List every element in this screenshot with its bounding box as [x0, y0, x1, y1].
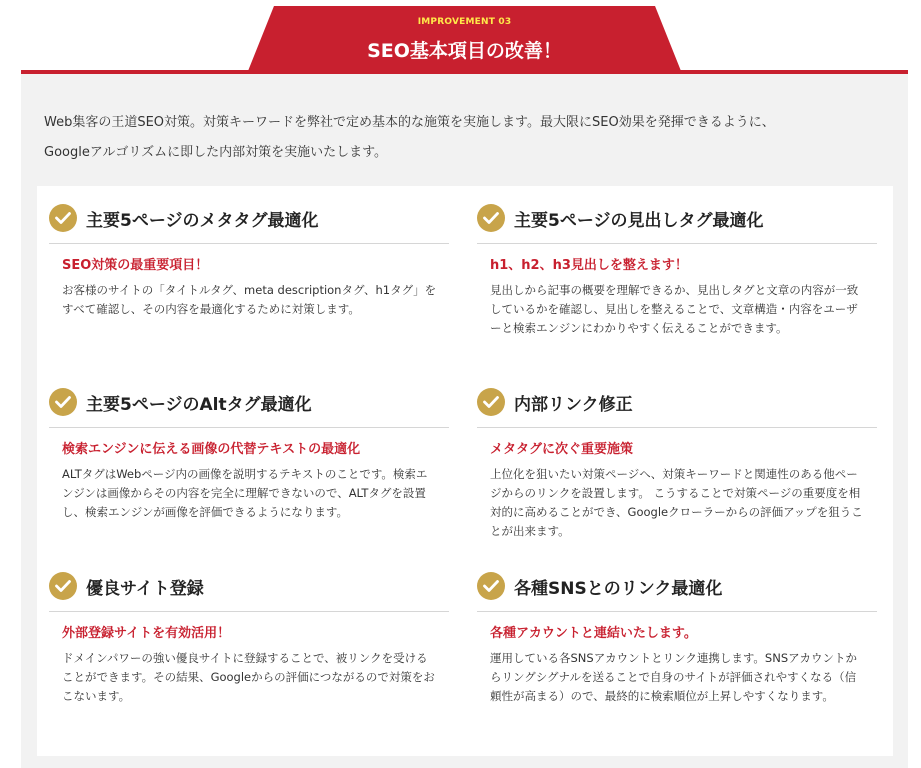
- item-divider: [477, 427, 877, 428]
- section-title: SEO基本項目の改善！: [367, 40, 562, 62]
- item-sns-links: [477, 570, 877, 706]
- check-circle-icon: [49, 572, 77, 600]
- items-card: [37, 186, 893, 756]
- section-label: IMPROVEMENT 03: [417, 17, 512, 27]
- intro-line-2: Googleアルゴリズムに即した内部対策を実施いたします。: [44, 145, 388, 160]
- item-divider: [49, 611, 449, 612]
- item-divider: [477, 611, 877, 612]
- check-circle-icon: [477, 388, 505, 416]
- item-title: 優良サイト登録: [86, 578, 204, 599]
- item-title: 主要5ページの見出しタグ最適化: [514, 210, 764, 231]
- item-title: 主要5ページのAltタグ最適化: [86, 394, 312, 415]
- item-subtitle: SEO対策の最重要項目！: [62, 258, 209, 273]
- item-description: 見出しから記事の概要を理解できるか、見出しタグと文章の内容が一致しているかを確認し、見出しを整えることで、文章構造・内容をユーザーと検索エンジンにわかりやすく伝えることができます。: [490, 283, 859, 335]
- item-subtitle: h1、h2、h3見出しを整えます！: [490, 258, 688, 273]
- item-meta-tags: [49, 202, 449, 319]
- check-circle-icon: [477, 204, 505, 232]
- item-subtitle: 外部登録サイトを有効活用！: [62, 626, 231, 641]
- item-divider: [477, 243, 877, 244]
- intro-line-1: Web集客の王道SEO対策。対策キーワードを弊社で定め基本的な施策を実施します。最大限にSEO効果を発揮できるように、: [44, 115, 775, 130]
- item-description: ドメインパワーの強い優良サイトに登録することで、被リンクを受けることができます。その結果、Googleからの評価につながるので対策をおこないます。: [62, 651, 435, 703]
- item-internal-links: [477, 386, 877, 541]
- check-circle-icon: [49, 388, 77, 416]
- item-title: 内部リンク修正: [514, 394, 633, 415]
- check-circle-icon: [477, 572, 505, 600]
- item-description: 運用している各SNSアカウントとリンク連携します。SNSアカウントからリングシグナルを送ることで自身のサイトが評価されやすくなる（信頼性が高まる）ので、最終的に検索順位が上昇しやすくなります。: [490, 651, 858, 703]
- item-subtitle: メタタグに次ぐ重要施策: [490, 442, 634, 457]
- item-description: 上位化を狙いたい対策ページへ、対策キーワードと関連性のある他ページからのリンクを設置します。 こうすることで対策ページの重要度を相対的に高めることができ、Googleクローラーからの評価アップを狙うことが出来ます。: [490, 467, 863, 538]
- item-title: 各種SNSとのリンク最適化: [514, 578, 723, 599]
- intro-text: [44, 108, 894, 168]
- item-subtitle: 各種アカウントと連結いたします。: [490, 626, 697, 641]
- check-circle-icon: [49, 204, 77, 232]
- item-description: ALTタグはWebページ内の画像を説明するテキストのことです。検索エンジンは画像からその内容を完全に理解できないので、ALTタグを設置し、検索エンジンが画像を評価できるようになります。: [62, 467, 428, 519]
- item-divider: [49, 427, 449, 428]
- item-title: 主要5ページのメタタグ最適化: [86, 210, 319, 231]
- item-heading-tags: [477, 202, 877, 338]
- item-site-registration: [49, 570, 449, 706]
- item-alt-tags: [49, 386, 449, 522]
- item-description: お客様のサイトの「タイトルタグ、meta descriptionタグ、h1タグ」をすべて確認し、その内容を最適化するために対策します。: [62, 283, 437, 316]
- item-divider: [49, 243, 449, 244]
- item-subtitle: 検索エンジンに伝える画像の代替テキストの最適化: [62, 442, 361, 457]
